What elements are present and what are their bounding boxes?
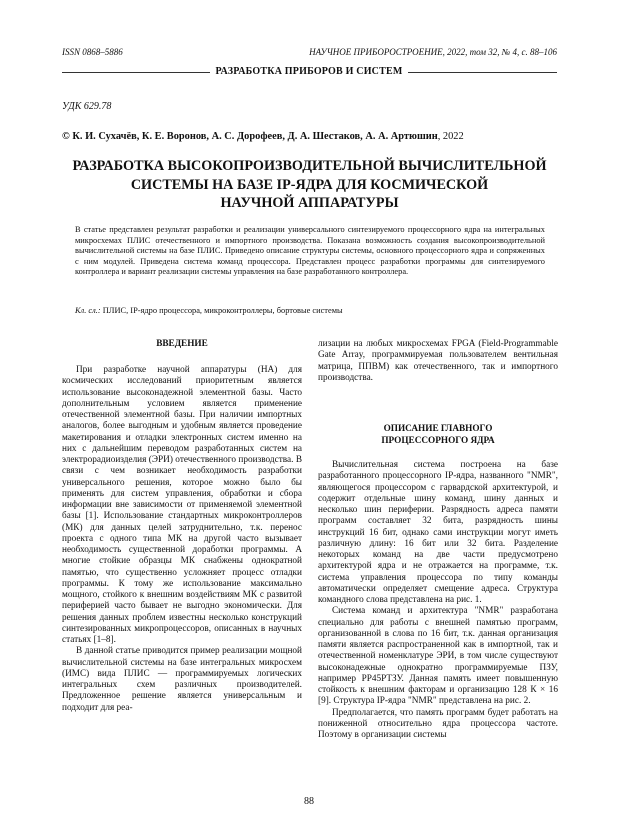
copyright-year: , 2022 bbox=[437, 131, 464, 142]
heading-core-line-2: ПРОЦЕССОРНОГО ЯДРА bbox=[381, 435, 495, 446]
heading-introduction: ВВЕДЕНИЕ bbox=[156, 339, 208, 349]
udk: УДК 629.78 bbox=[62, 101, 112, 112]
title-line-2: СИСТЕМЫ НА БАЗЕ IP-ЯДРА ДЛЯ КОСМИЧЕСКОЙ bbox=[130, 176, 489, 193]
intro-paragraph-2: В данной статье приводится пример реализации мощной вычислительной системы на базе интегральных микросхем (ИМС) вида ПЛИС — программируемых логических интегральных схем различных производителей. Предложенное решение является универсальным и подходит для реа- bbox=[62, 646, 302, 713]
intro-paragraph-1: При разработке научной аппаратуры (НА) для космических исследований приоритетным является использование высоконадежной элементной базы. Часто дополнительным условием является применение отечественной элементной базы. При наличии импортных аналогов, более выгодным и удобным является проведение макетирования и отладки электронных систем именно на них с дальнейшим переводом разработанных систем на электрорадиоизделия (ЭРИ) отечественного производства. В связи с чем возникает необходимость разработки универсального решения, которое можно было бы применять для систем управления, обработки и сбора информации вне зависимости от применяемой элементной базы [1]. Использование стандартных микроконтроллеров (МК) для данных целей затруднительно, т.к. перенос проекта с одного типа МК на другой часто вызывает необходимость существенной доработки программы. А многие стойкие образцы МК снабжены однократной памятью, что существенно усложняет процесс отладки программы. К тому же использование максимально мощного, стойкого к внешним воздействиям МК с развитой периферией часто бывает не выгодно экономически. Для решения данных проблем известны несколько конструкций синтезированных микропроцессоров, описанных в научных статьях [1–8]. bbox=[62, 365, 302, 645]
intro-paragraph-2-continued: лизации на любых микросхемах FPGA (Field-Programmable Gate Array, программируемая пользователем вентильная матрица, ППВМ) как отечественного, так и импортного производства. bbox=[318, 339, 558, 383]
section-title bbox=[0, 66, 618, 77]
issn: ISSN 0868–5886 bbox=[62, 47, 123, 57]
journal-info: НАУЧНОЕ ПРИБОРОСТРОЕНИЕ, 2022, том 32, № 4, с. 88–106 bbox=[309, 47, 557, 57]
title-line-1: РАЗРАБОТКА ВЫСОКОПРОИЗВОДИТЕЛЬНОЙ ВЫЧИСЛИТЕЛЬНОЙ bbox=[72, 158, 547, 174]
keywords-label: Кл. сл.: bbox=[75, 306, 101, 315]
section-title-text: РАЗРАБОТКА ПРИБОРОВ И СИСТЕМ bbox=[210, 66, 409, 77]
core-paragraph-2: Система команд и архитектура "NMR" разработана специально для работы с внешней памятью программ, организованной в слова по 16 бит, т.к. данная организация памяти является распространенной как в импортной, так и отечественной номенклатуре ЭРИ, в том числе существуют высоконадежные однократно программируемые ПЗУ, например РР45РТЗУ. Данная память имеет повышенную стойкость к внешним факторам и организацию 128 К × 16 [9]. Структура IP-ядра "NMR" представлена на рис. 2. bbox=[318, 606, 558, 707]
abstract: В статье представлен результат разработки и реализации универсального синтезируемого процессорного ядра на интегральных микросхемах ПЛИС отечественного и импортного производства. Показана возможность создания высокопроизводительной вычислительной системы на базе ПЛИС. Приведено описание структуры системы, основного процессорного ядра и сопряженных с ним модулей. Приведена система команд процессора. Представлен процесс разработки программы для синтезируемого контроллера и вариант реализации системы управления на базе разработанного контроллера. bbox=[75, 225, 545, 277]
paper-title bbox=[62, 157, 557, 213]
title-line-3: НАУЧНОЙ АППАРАТУРЫ bbox=[220, 195, 399, 211]
page-number: 88 bbox=[304, 796, 314, 807]
column-right bbox=[318, 460, 558, 741]
column-right-top bbox=[318, 339, 558, 384]
core-paragraph-1: Вычислительная система построена на базе разработанного процессорного IP-ядра, названного "NMR", являющегося процессором с гарвардской архитектурой, и содержит отдельные шину команд, шину данных и несколько шин периферии. Разрядность адреса памяти программ составляет 32 бита, разрядность шины инструкций 16 бит, однако сами инструкции могут иметь различную длину: 16 бит или 32 бита. Разделение некоторых команд на две части предусмотрено архитектурой ядра и не отражается на программе, т.к. система управления процессора по типу команды автоматически определяет смещение адреса. Структура командного слова представлена на рис. 1. bbox=[318, 460, 558, 605]
column-left bbox=[62, 365, 302, 714]
keywords bbox=[75, 306, 545, 315]
keywords-text: ПЛИС, IP-ядро процессора, микроконтроллеры, бортовые системы bbox=[100, 306, 343, 315]
core-paragraph-3: Предполагается, что память программ будет работать на пониженной относительно ядра процессора частоте. Поэтому в организации системы bbox=[318, 707, 558, 740]
heading-core-description bbox=[318, 424, 558, 447]
author-names: © К. И. Сухачёв, К. Е. Воронов, А. С. Дорофеев, Д. А. Шестаков, А. А. Артюшин bbox=[62, 131, 438, 142]
authors bbox=[62, 131, 557, 142]
heading-core-line-1: ОПИСАНИЕ ГЛАВНОГО bbox=[383, 424, 493, 434]
